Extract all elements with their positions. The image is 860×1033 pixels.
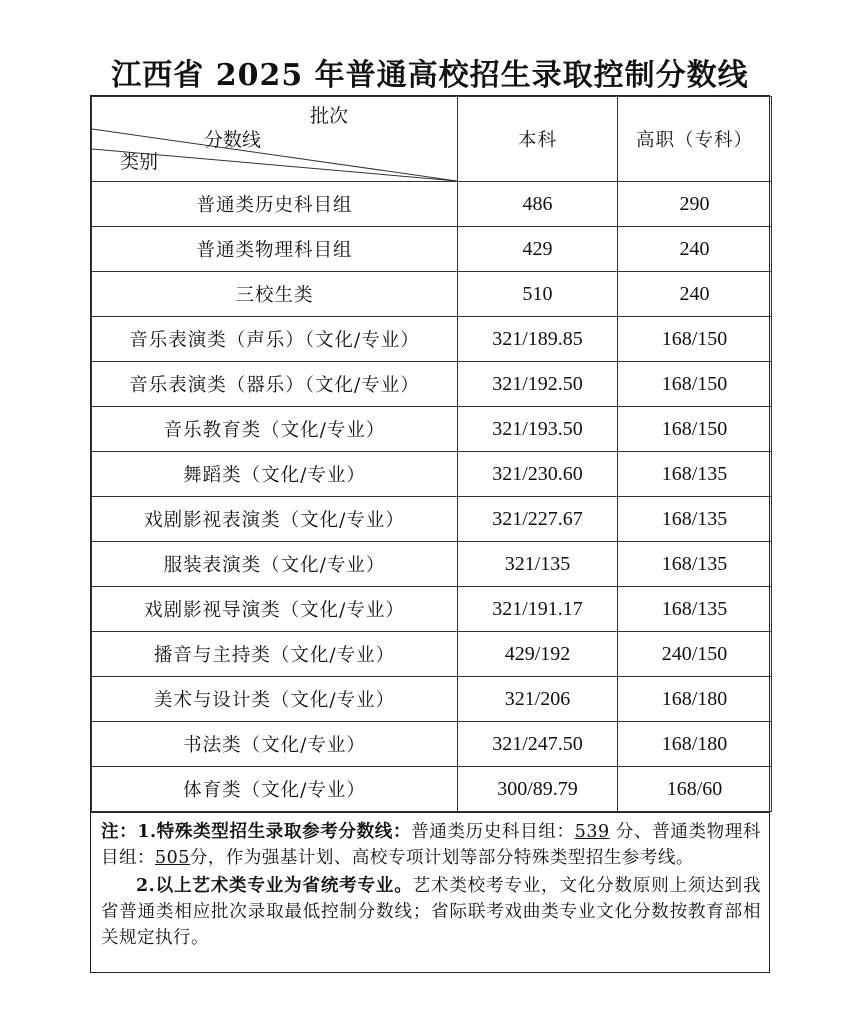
row-undergrad-score: 321/193.50 xyxy=(458,407,618,452)
note-1-heading: 注：1.特殊类型招生录取参考分数线： xyxy=(101,822,412,842)
note-1-text-a: 普通类历史科目组： xyxy=(411,822,575,842)
row-category: 播音与主持类（文化/专业） xyxy=(92,632,458,677)
row-category: 普通类物理科目组 xyxy=(92,227,458,272)
note-1 xyxy=(101,819,761,871)
table-row xyxy=(92,587,772,632)
note-2-heading: 2.以上艺术类专业为省统考专业。 xyxy=(136,876,413,896)
note-1-score-physics: 505 xyxy=(155,848,190,868)
row-vocational-score: 168/180 xyxy=(618,677,772,722)
row-vocational-score: 168/135 xyxy=(618,542,772,587)
header-vocational: 高职（专科） xyxy=(618,97,772,182)
row-category: 服装表演类（文化/专业） xyxy=(92,542,458,587)
row-vocational-score: 168/135 xyxy=(618,452,772,497)
row-vocational-score: 168/150 xyxy=(618,407,772,452)
table-row xyxy=(92,182,772,227)
note-2 xyxy=(101,873,761,951)
row-vocational-score: 168/150 xyxy=(618,317,772,362)
row-undergrad-score: 321/135 xyxy=(458,542,618,587)
diagonal-header-cell xyxy=(92,97,458,182)
note-1-score-history: 539 xyxy=(574,822,610,842)
row-category: 戏剧影视表演类（文化/专业） xyxy=(92,497,458,542)
table-row xyxy=(92,497,772,542)
row-vocational-score: 168/135 xyxy=(618,587,772,632)
row-vocational-score: 168/60 xyxy=(618,767,772,812)
header-score-line-label: 分数线 xyxy=(204,129,262,151)
notes-box xyxy=(90,813,770,973)
row-undergrad-score: 321/191.17 xyxy=(458,587,618,632)
note-2-text: 艺术类校考专业，文化分数原则上须达到我省普通类相应批次录取最低控制分数线；省际联考戏曲类专业文化分数按教育部相关规定执行。 xyxy=(101,876,762,948)
row-undergrad-score: 321/247.50 xyxy=(458,722,618,767)
row-category: 音乐表演类（器乐）（文化/专业） xyxy=(92,362,458,407)
row-undergrad-score: 510 xyxy=(458,272,618,317)
row-vocational-score: 168/150 xyxy=(618,362,772,407)
score-table xyxy=(90,95,770,813)
row-undergrad-score: 321/227.67 xyxy=(458,497,618,542)
row-vocational-score: 240 xyxy=(618,227,772,272)
table-row xyxy=(92,722,772,767)
row-undergrad-score: 486 xyxy=(458,182,618,227)
table-row xyxy=(92,227,772,272)
table-row xyxy=(92,767,772,812)
row-undergrad-score: 429 xyxy=(458,227,618,272)
row-category: 三校生类 xyxy=(92,272,458,317)
row-undergrad-score: 321/189.85 xyxy=(458,317,618,362)
note-1-text-b: 分、普通类物理科目组： xyxy=(101,822,762,868)
row-vocational-score: 290 xyxy=(618,182,772,227)
table-row xyxy=(92,272,772,317)
row-category: 音乐教育类（文化/专业） xyxy=(92,407,458,452)
row-vocational-score: 240/150 xyxy=(618,632,772,677)
page-title: 江西省 2025 年普通高校招生录取控制分数线 xyxy=(111,58,749,93)
row-undergrad-score: 300/89.79 xyxy=(458,767,618,812)
row-vocational-score: 168/135 xyxy=(618,497,772,542)
row-category: 音乐表演类（声乐）（文化/专业） xyxy=(92,317,458,362)
header-undergrad: 本科 xyxy=(458,97,618,182)
table-row xyxy=(92,677,772,722)
table-row xyxy=(92,542,772,587)
row-undergrad-score: 321/206 xyxy=(458,677,618,722)
row-undergrad-score: 321/230.60 xyxy=(458,452,618,497)
note-1-text-c: 分，作为强基计划、高校专项计划等部分特殊类型招生参考线。 xyxy=(189,848,694,868)
row-vocational-score: 240 xyxy=(618,272,772,317)
row-undergrad-score: 429/192 xyxy=(458,632,618,677)
table-row xyxy=(92,407,772,452)
table-row xyxy=(92,452,772,497)
table-row xyxy=(92,317,772,362)
header-category-label: 类别 xyxy=(120,151,159,173)
header-batch-label: 批次 xyxy=(310,105,349,127)
row-category: 体育类（文化/专业） xyxy=(92,767,458,812)
row-category: 舞蹈类（文化/专业） xyxy=(92,452,458,497)
table-row xyxy=(92,632,772,677)
row-category: 书法类（文化/专业） xyxy=(92,722,458,767)
row-category: 普通类历史科目组 xyxy=(92,182,458,227)
row-category: 戏剧影视导演类（文化/专业） xyxy=(92,587,458,632)
row-vocational-score: 168/180 xyxy=(618,722,772,767)
table-header-row xyxy=(92,97,772,182)
row-undergrad-score: 321/192.50 xyxy=(458,362,618,407)
row-category: 美术与设计类（文化/专业） xyxy=(92,677,458,722)
table-row xyxy=(92,362,772,407)
